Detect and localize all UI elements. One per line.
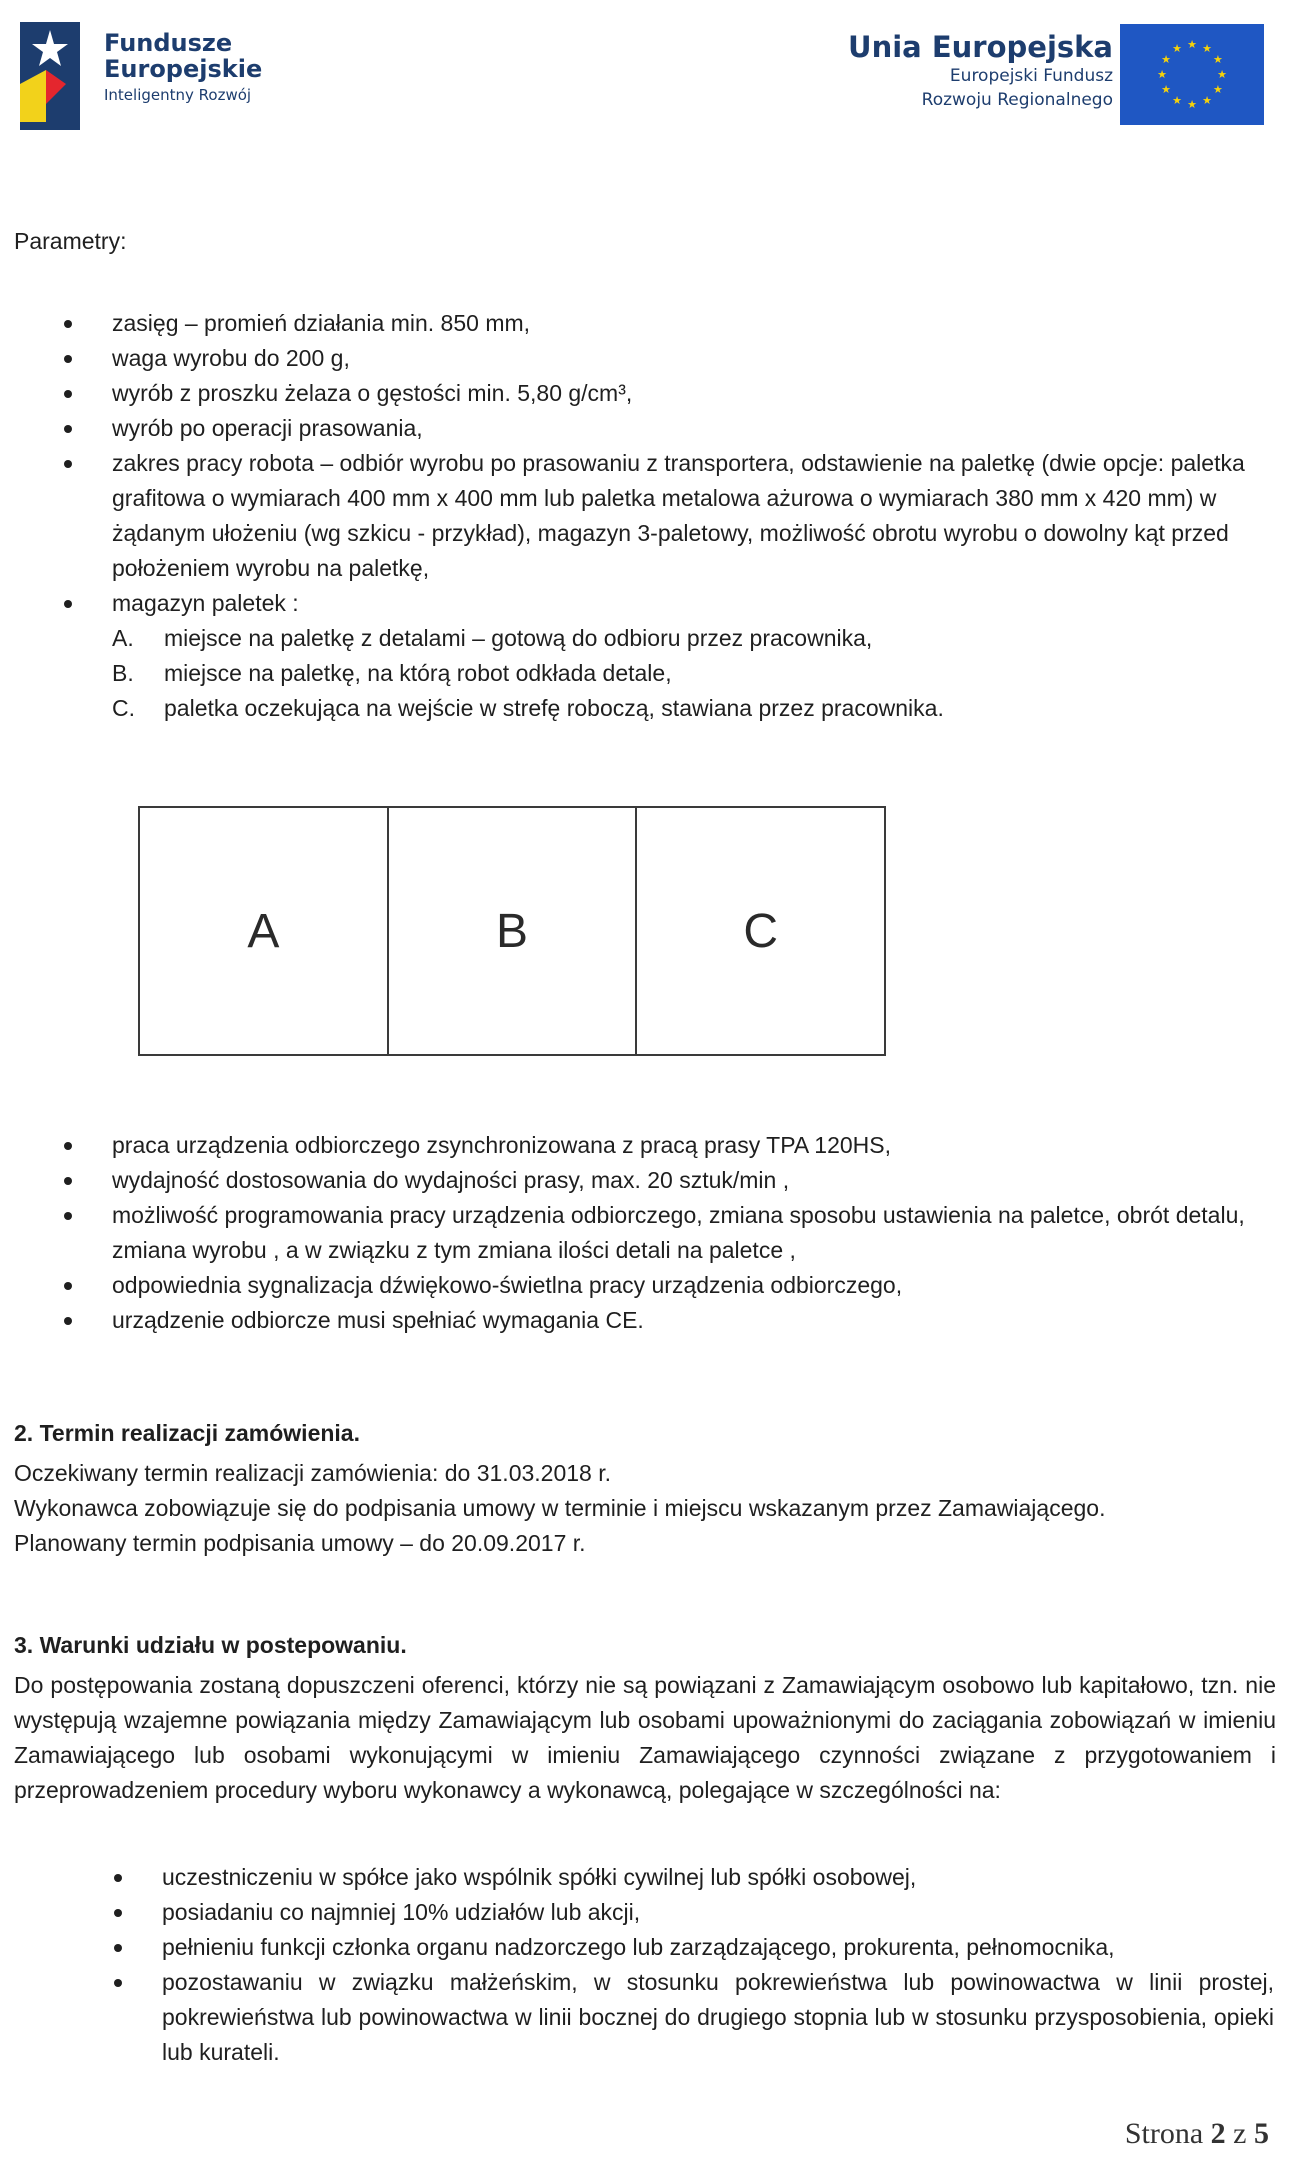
svg-text:★: ★: [1217, 69, 1227, 81]
ue-subtitle-2: Rozwoju Regionalnego: [921, 90, 1113, 110]
svg-text:★: ★: [1172, 43, 1182, 56]
list-item: posiadaniu co najmniej 10% udziałów lub akcji,: [64, 1895, 1274, 1930]
pallet-layout-diagram: [138, 806, 886, 1056]
list-item: pozostawaniu w związku małżeńskim, w stosunku pokrewieństwa lub powinowactwa w linii prostej, pokrewieństwa lub powinowactwa w linii bocznej do drugiego stopnia lub w stosunku przysposobienia, opieki lub kurateli.: [64, 1965, 1274, 2070]
svg-text:★: ★: [1187, 39, 1197, 51]
svg-text:★: ★: [1202, 94, 1212, 107]
list-item: uczestniczeniu w spółce jako wspólnik spółki cywilnej lub spółki osobowej,: [64, 1860, 1274, 1895]
page-header: [0, 0, 1289, 140]
pallet-cell-c: C: [635, 808, 884, 1054]
fundusze-europejskie-logo-icon: [20, 22, 80, 130]
list-item: odpowiednia sygnalizacja dźwiękowo-świetlna pracy urządzenia odbiorczego,: [14, 1268, 1264, 1303]
fe-subtitle: Inteligentny Rozwój: [104, 86, 252, 104]
svg-text:★: ★: [1202, 43, 1212, 56]
section3-title: 3. Warunki udziału w postepowaniu.: [14, 1632, 407, 1658]
list-item: magazyn paletek : A. miejsce na paletkę z detalami – gotową do odbioru przez pracownika, B. miejsce na paletkę, na którą robot odkłada detale, C. paletka oczekująca na wejście w strefę roboczą, stawiana przez pracownika.: [14, 586, 1254, 726]
list-item: wydajność dostosowania do wydajności prasy, max. 20 sztuk/min ,: [14, 1163, 1264, 1198]
section2-line2: Wykonawca zobowiązuje się do podpisania umowy w terminie i miejscu wskazanym przez Zamawiającego.: [14, 1495, 1106, 1521]
list-item: możliwość programowania pracy urządzenia odbiorczego, zmiana sposobu ustawienia na paletce, obrót detalu, zmiana wyrobu , a w związku z tym zmiana ilości detali na paletce ,: [14, 1198, 1264, 1268]
unia-europejska-text: [848, 30, 1113, 112]
list-item: wyrób z proszku żelaza o gęstości min. 5,80 g/cm³,: [14, 376, 1254, 411]
section2-title: 2. Termin realizacji zamówienia.: [14, 1420, 360, 1446]
ue-subtitle-1: Europejski Fundusz: [949, 66, 1113, 86]
svg-text:★: ★: [1161, 84, 1171, 96]
sublist-item: C. paletka oczekująca na wejście w strefę roboczą, stawiana przez pracownika.: [112, 695, 944, 721]
svg-text:★: ★: [1187, 99, 1197, 111]
fe-name-line1: Fundusze: [104, 29, 233, 57]
svg-text:★: ★: [1172, 94, 1182, 107]
svg-text:★: ★: [1213, 54, 1223, 66]
list-item: pełnieniu funkcji członka organu nadzorczego lub zarządzającego, prokurenta, pełnomocnika,: [64, 1930, 1274, 1965]
section2-line3: Planowany termin podpisania umowy – do 20.09.2017 r.: [14, 1530, 586, 1556]
list-item: praca urządzenia odbiorczego zsynchronizowana z pracą prasy TPA 120HS,: [14, 1128, 1264, 1163]
list-item: urządzenie odbiorcze musi spełniać wymagania CE.: [14, 1303, 1264, 1338]
sublist-item: B. miejsce na paletkę, na którą robot odkłada detale,: [112, 660, 672, 686]
params-list: [14, 306, 1254, 726]
list-item: zakres pracy robota – odbiór wyrobu po prasowaniu z transportera, odstawienie na paletkę (dwie opcje: paletka grafitowa o wymiarach 400 mm x 400 mm lub paletka metalowa ażurowa o wymiarach 380 mm x 420 mm) w żądanym ułożeniu (wg szkicu - przykład), magazyn 3-paletowy, możliwość obrotu wyrobu o dowolny kąt przed położeniem wyrobu na paletkę,: [14, 446, 1254, 586]
list-item: waga wyrobu do 200 g,: [14, 341, 1254, 376]
list-item: zasięg – promień działania min. 850 mm,: [14, 306, 1254, 341]
params2-list: [14, 1128, 1264, 1338]
svg-text:★: ★: [1213, 84, 1223, 96]
svg-text:★: ★: [1161, 54, 1171, 66]
eu-flag-icon: [1120, 24, 1264, 125]
pallet-cell-a: A: [247, 904, 280, 958]
sublist-item: A. miejsce na paletkę z detalami – gotową do odbioru przez pracownika,: [112, 625, 873, 651]
ue-name: Unia Europejska: [848, 30, 1113, 64]
svg-text:★: ★: [1157, 69, 1167, 81]
params-label: Parametry:: [14, 228, 127, 254]
section3-list: [64, 1860, 1274, 2070]
section2-line1: Oczekiwany termin realizacji zamówienia: do 31.03.2018 r.: [14, 1460, 612, 1486]
section3-paragraph: Do postępowania zostaną dopuszczeni oferenci, którzy nie są powiązani z Zamawiającym osobowo lub kapitałowo, tzn. nie występują wzajemne powiązania między Zamawiającym lub osobami upoważnionymi do zaciągania zobowiązań w imieniu Zamawiającego lub osobami wykonującymi w imieniu Zamawiającego czynności związane z przygotowaniem i przeprowadzeniem procedury wyboru wykonawcy a wykonawcą, polegające w szczególności na:: [14, 1672, 1276, 1803]
section2-body: [14, 1456, 1276, 1561]
list-item: wyrób po operacji prasowania,: [14, 411, 1254, 446]
page-number: Strona 2 z 5: [1124, 2117, 1269, 2150]
pallet-cell-b: B: [387, 808, 636, 1054]
pallet-store-sublist: [112, 621, 1254, 726]
fe-name-line2: Europejskie: [104, 55, 263, 83]
fundusze-europejskie-text: [104, 30, 262, 104]
